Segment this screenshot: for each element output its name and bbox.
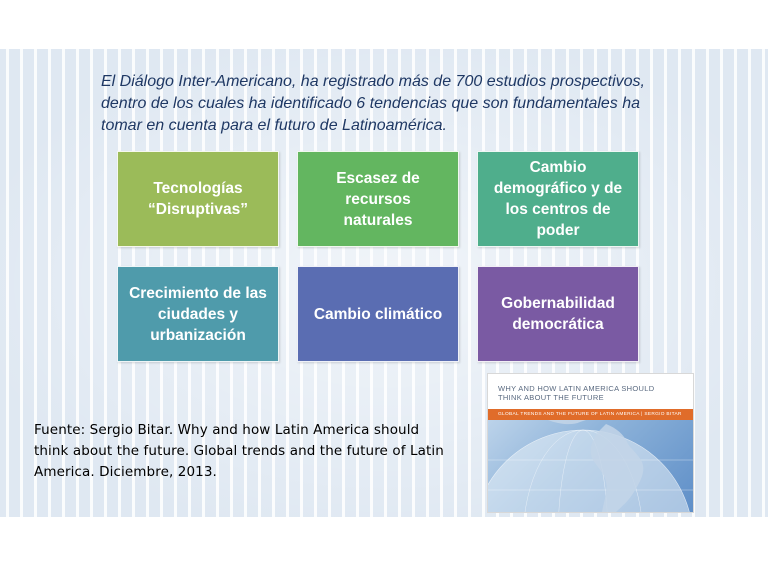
trend-label: Cambio climático xyxy=(313,305,443,323)
globe-icon xyxy=(488,420,693,512)
trend-box-demographic-change xyxy=(477,151,639,247)
trend-label: Cambio xyxy=(529,159,587,176)
trend-label: Escasez de recursos xyxy=(336,169,420,208)
trend-box-governance xyxy=(477,266,639,362)
book-cover-title-line-1: WHY AND HOW LATIN AMERICA SHOULD xyxy=(498,384,655,393)
trend-label: ciudades y xyxy=(157,305,239,323)
trend-label: “Disruptivas” xyxy=(148,201,248,218)
trend-label: urbanización xyxy=(150,326,246,344)
trend-box-climate-change xyxy=(297,266,459,362)
book-cover-title-line-2: THINK ABOUT THE FUTURE xyxy=(498,393,604,402)
trend-label: los centros de xyxy=(505,201,611,218)
trend-label: demográfico y de xyxy=(493,180,623,197)
book-cover-image xyxy=(487,373,694,513)
book-cover-title xyxy=(498,384,688,402)
source-line-1: Fuente: Sergio Bitar. Why and how Latin America should xyxy=(34,422,420,438)
book-cover-strip: GLOBAL TRENDS AND THE FUTURE OF LATIN AMERICA | SERGIO BITAR xyxy=(488,409,693,420)
intro-text xyxy=(101,71,701,137)
intro-line-2: dentro de los cuales ha identificado 6 tendencias que son fundamentales ha xyxy=(101,95,641,112)
trend-label: Tecnologías xyxy=(153,180,243,197)
trend-label: democrática xyxy=(512,316,604,333)
source-line-2: think about the future. Global trends and the future of Latin xyxy=(34,443,444,459)
intro-line-1: El Diálogo Inter-Americano, ha registrado más de 700 estudios prospectivos, xyxy=(101,73,645,90)
trend-label: Gobernabilidad xyxy=(501,295,615,312)
trend-box-urbanization xyxy=(117,266,279,362)
trend-label: poder xyxy=(536,222,580,239)
trend-label: naturales xyxy=(343,211,413,229)
source-line-3: America. Diciembre, 2013. xyxy=(34,464,217,480)
trend-box-resource-scarcity xyxy=(297,151,459,247)
trend-box-disruptive-tech xyxy=(117,151,279,247)
trend-label: Crecimiento de las xyxy=(129,284,267,302)
source-citation xyxy=(34,420,444,483)
globe-illustration xyxy=(488,420,693,512)
intro-line-3: tomar en cuenta para el futuro de Latinoamérica. xyxy=(101,117,447,134)
